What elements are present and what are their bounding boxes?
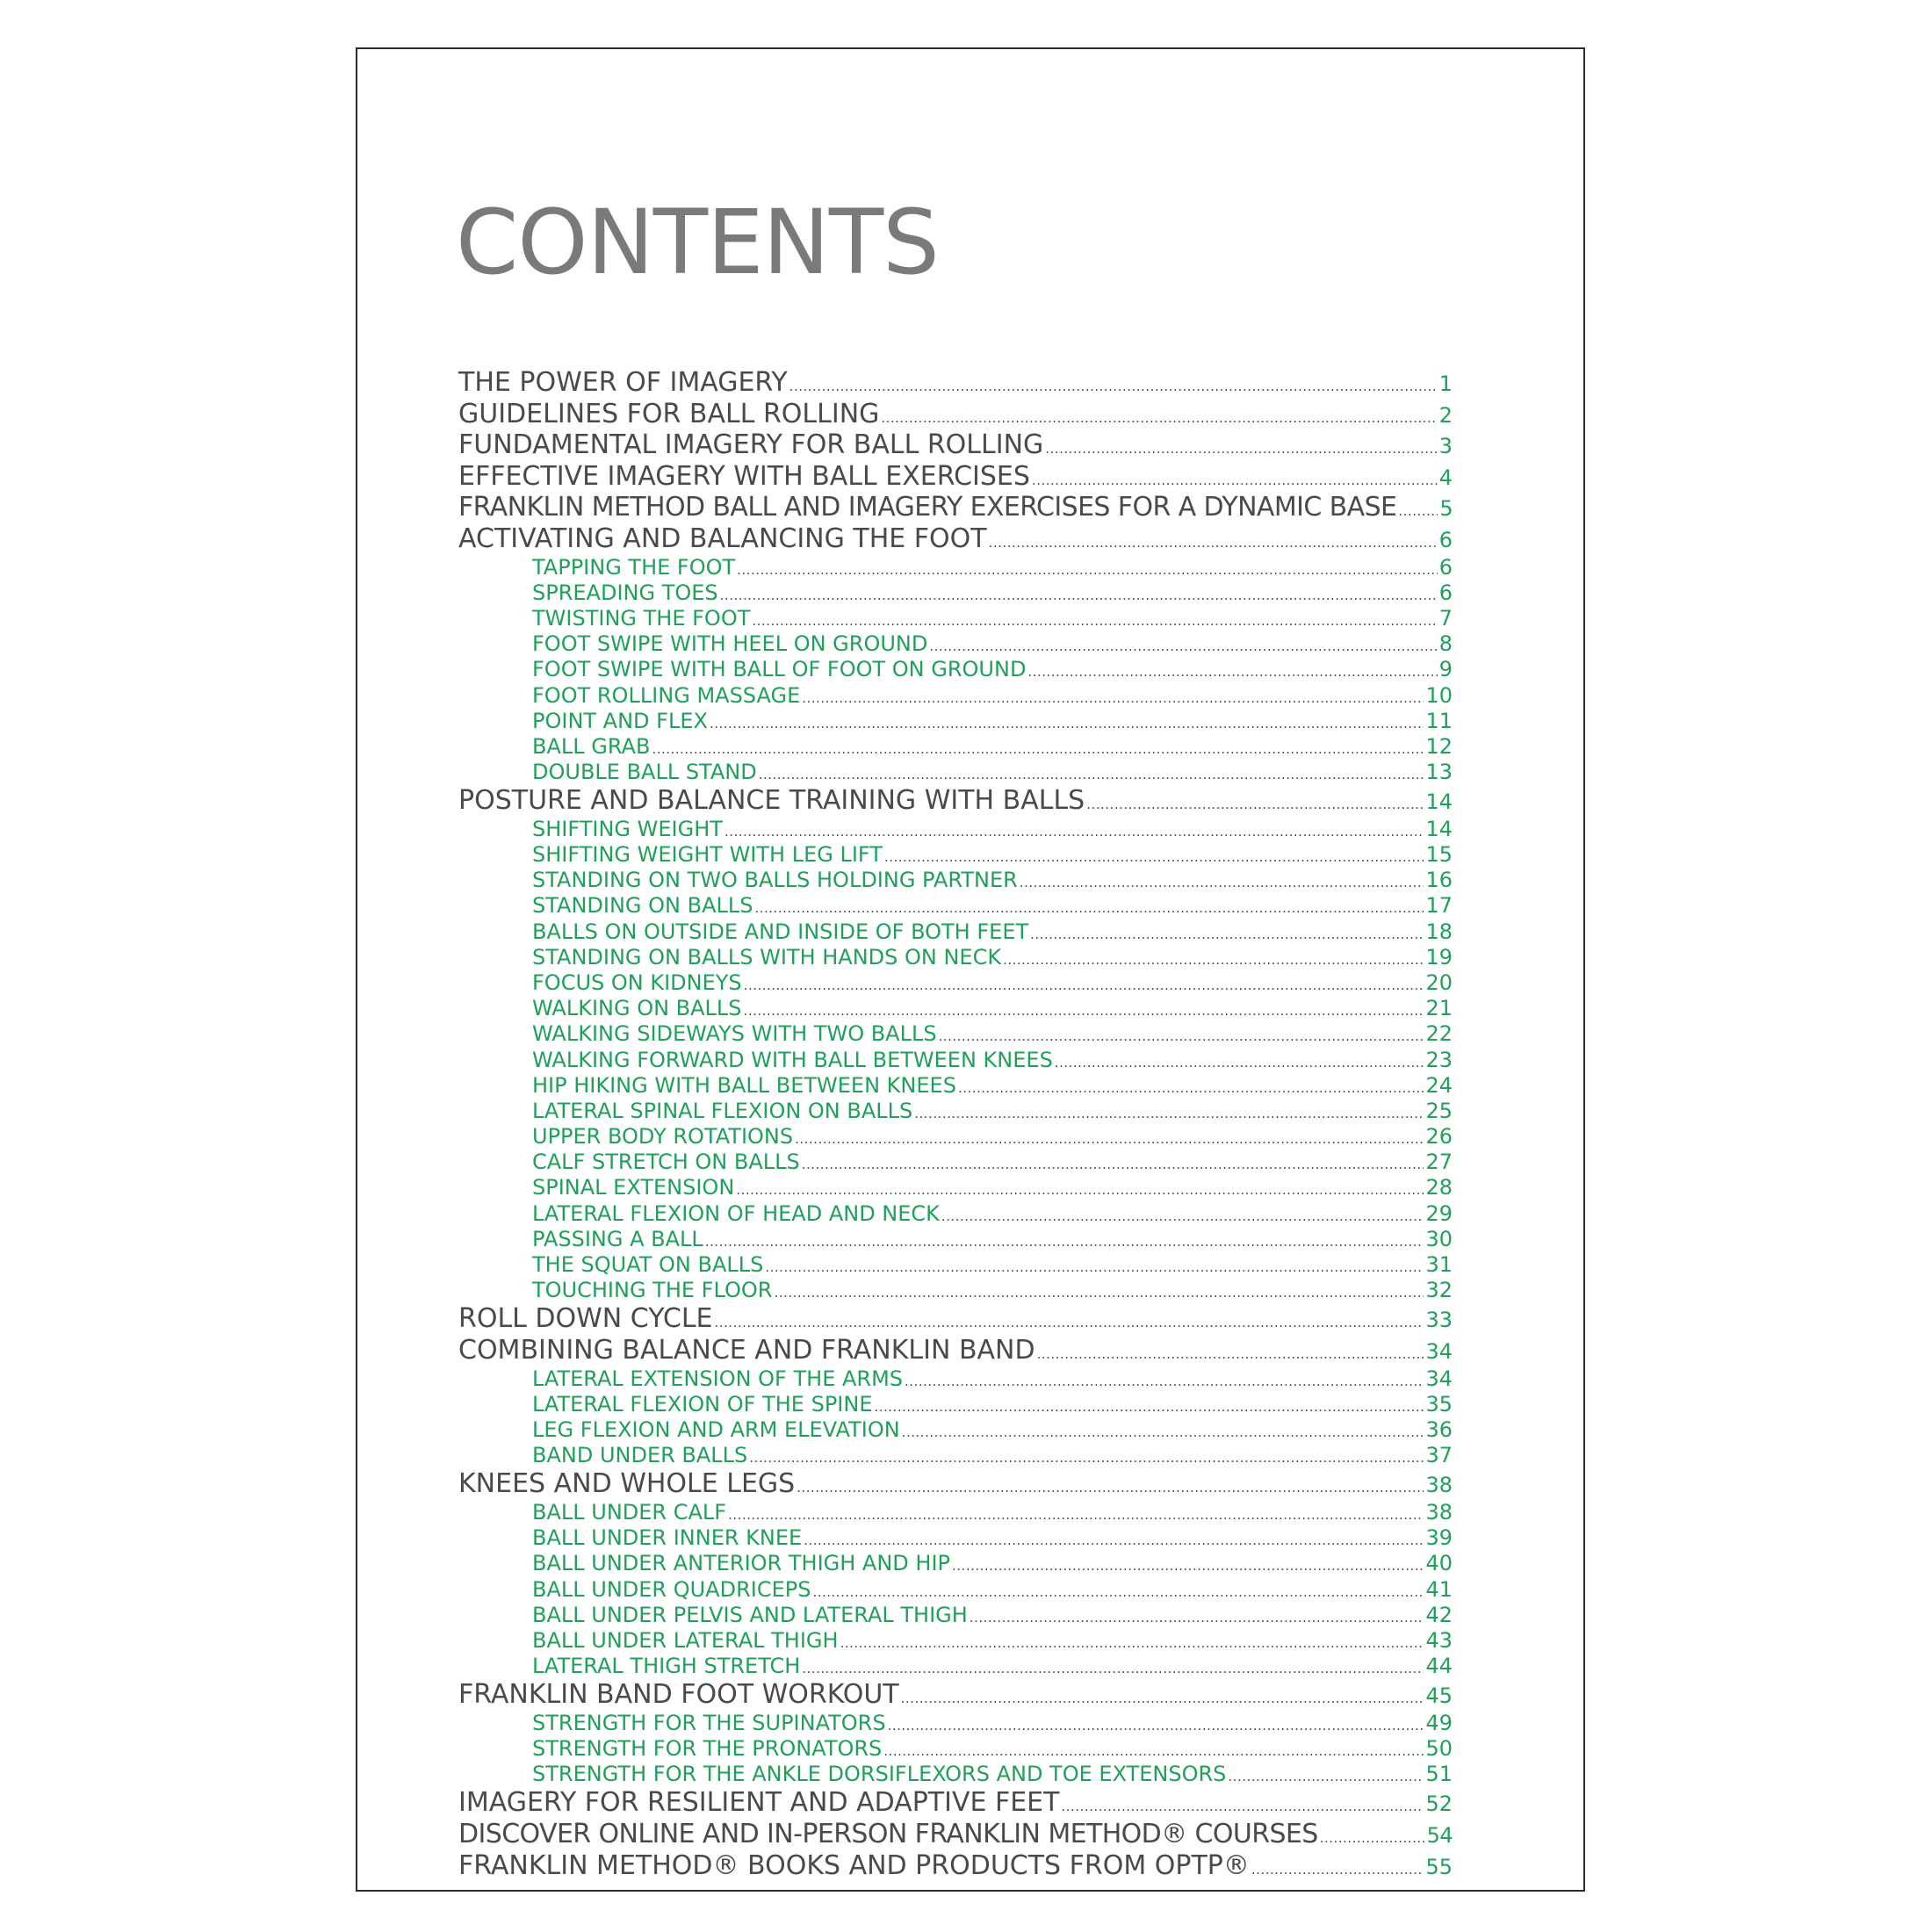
toc-entry-label: SHIFTING WEIGHT WITH LEG LIFT (532, 842, 883, 868)
dot-leader (800, 690, 1424, 706)
toc-entry-label: FRANKLIN BAND FOOT WORKOUT (458, 1679, 899, 1711)
toc-section-entry (458, 523, 1453, 555)
toc-section-entry (458, 367, 1453, 399)
toc-subsection-entry (458, 1443, 1453, 1468)
toc-entry-label: ROLL DOWN CYCLE (458, 1303, 713, 1335)
toc-entry-label: FRANKLIN METHOD BALL AND IMAGERY EXERCISES FOR A DYNAMIC BASE (458, 492, 1397, 523)
toc-subsection-entry (458, 1227, 1453, 1252)
toc-entry-label: FOOT ROLLING MASSAGE (532, 682, 801, 708)
dot-leader (937, 1028, 1424, 1044)
toc-page-number: 11 (1425, 708, 1453, 733)
toc-entry-label: SPINAL EXTENSION (532, 1175, 735, 1200)
dot-leader (900, 1424, 1424, 1440)
toc-entry-label: BALL UNDER ANTERIOR THIGH AND HIP (532, 1551, 951, 1576)
toc-page-number: 54 (1426, 1823, 1453, 1848)
toc-subsection-entry (458, 842, 1453, 868)
dot-leader (753, 900, 1424, 916)
toc-page-number: 3 (1438, 434, 1453, 459)
toc-entry-label: BALL UNDER INNER KNEE (532, 1525, 803, 1551)
dot-leader (968, 1610, 1424, 1626)
dot-leader (757, 767, 1424, 782)
toc-subsection-entry (458, 868, 1453, 893)
toc-section-entry (458, 1335, 1453, 1366)
toc-subsection-entry (458, 555, 1453, 580)
dot-leader (903, 1373, 1424, 1389)
toc-section-entry (458, 1303, 1453, 1335)
toc-subsection-entry (458, 657, 1453, 682)
dot-leader (1250, 1862, 1424, 1878)
dot-leader (802, 1532, 1424, 1548)
dot-leader (1043, 441, 1437, 457)
toc-page-number: 30 (1425, 1226, 1453, 1251)
toc-page-number: 27 (1425, 1150, 1453, 1175)
toc-entry-label: WALKING SIDEWAYS WITH TWO BALLS (532, 1021, 937, 1047)
toc-subsection-entry (458, 1736, 1453, 1762)
toc-section-entry (458, 1468, 1453, 1500)
toc-subsection-entry (458, 1021, 1453, 1047)
dot-leader (1028, 926, 1424, 942)
toc-subsection-entry (458, 709, 1453, 734)
toc-entry-label: BALL UNDER QUADRICEPS (532, 1576, 811, 1602)
toc-entry-label: BALLS ON OUTSIDE AND INSIDE OF BOTH FEET (532, 919, 1029, 944)
toc-page-number: 25 (1425, 1098, 1453, 1123)
toc-entry-label: LEG FLEXION AND ARM ELEVATION (532, 1417, 900, 1442)
toc-page-number: 35 (1425, 1391, 1453, 1417)
dot-leader (772, 1285, 1424, 1301)
toc-subsection-entry (458, 1048, 1453, 1073)
toc-subsection-entry (458, 945, 1453, 970)
toc-entry-label: STANDING ON TWO BALLS HOLDING PARTNER (532, 868, 1018, 893)
toc-subsection-entry (458, 1392, 1453, 1417)
toc-entry-label: WALKING FORWARD WITH BALL BETWEEN KNEES (532, 1047, 1053, 1072)
dot-leader (788, 378, 1438, 394)
dot-leader (742, 1003, 1424, 1019)
dot-leader (800, 1661, 1424, 1676)
toc-page-number: 13 (1425, 760, 1453, 785)
toc-page-number: 14 (1425, 816, 1453, 841)
toc-section-entry (458, 461, 1453, 493)
toc-entry-label: ACTIVATING AND BALANCING THE FOOT (458, 523, 987, 554)
dot-leader (742, 977, 1424, 993)
toc-entry-label: UPPER BODY ROTATIONS (532, 1124, 794, 1150)
dot-leader (1226, 1769, 1424, 1784)
toc-page-number: 23 (1425, 1047, 1453, 1072)
toc-section-entry (458, 1850, 1453, 1882)
toc-entry-label: POINT AND FLEX (532, 708, 708, 733)
toc-subsection-entry (458, 734, 1453, 760)
toc-entry-label: EFFECTIVE IMAGERY WITH BALL EXERCISES (458, 460, 1030, 492)
toc-page-number: 50 (1425, 1736, 1453, 1762)
toc-entry-label: FOOT SWIPE WITH HEEL ON GROUND (532, 631, 928, 657)
dot-leader (703, 1234, 1424, 1250)
dot-leader (718, 588, 1438, 603)
dot-leader (800, 1157, 1424, 1172)
toc-entry-label: LATERAL SPINAL FLEXION ON BALLS (532, 1098, 913, 1123)
table-of-contents (458, 367, 1453, 1881)
toc-entry-label: IMAGERY FOR RESILIENT AND ADAPTIVE FEET (458, 1787, 1060, 1819)
toc-subsection-entry (458, 1654, 1453, 1679)
toc-subsection-entry (458, 1099, 1453, 1124)
toc-subsection-entry (458, 580, 1453, 606)
toc-entry-label: SPREADING TOES (532, 580, 718, 605)
toc-entry-label: LATERAL FLEXION OF THE SPINE (532, 1391, 873, 1417)
toc-page-number: 37 (1425, 1443, 1453, 1468)
dot-leader (1059, 1799, 1424, 1814)
toc-entry-label: STRENGTH FOR THE ANKLE DORSIFLEXORS AND TOE EXTENSORS (532, 1762, 1227, 1787)
toc-page-number: 15 (1425, 842, 1453, 868)
toc-entry-label: HIP HIKING WITH BALL BETWEEN KNEES (532, 1072, 956, 1098)
toc-page-number: 32 (1425, 1278, 1453, 1303)
toc-entry-label: THE POWER OF IMAGERY (458, 367, 788, 398)
toc-page-number: 45 (1425, 1683, 1453, 1709)
toc-subsection-entry (458, 919, 1453, 945)
toc-subsection-entry (458, 1762, 1453, 1787)
toc-entry-label: FOOT SWIPE WITH BALL OF FOOT ON GROUND (532, 657, 1027, 682)
dot-leader (883, 849, 1424, 865)
toc-page-number: 5 (1439, 496, 1453, 522)
dot-leader (872, 1399, 1424, 1415)
toc-page-number: 20 (1425, 970, 1453, 995)
toc-entry-label: STANDING ON BALLS WITH HANDS ON NECK (532, 944, 1002, 970)
toc-page-number: 1 (1438, 371, 1453, 396)
toc-subsection-entry (458, 1551, 1453, 1576)
toc-entry-label: LATERAL FLEXION OF HEAD AND NECK (532, 1200, 940, 1226)
toc-entry-label: FRANKLIN METHOD® BOOKS AND PRODUCTS FROM OPTP® (458, 1849, 1250, 1881)
toc-entry-label: POSTURE AND BALANCE TRAINING WITH BALLS (458, 785, 1085, 817)
dot-leader (1030, 472, 1438, 488)
toc-subsection-entry (458, 1711, 1453, 1736)
toc-page-number: 19 (1425, 944, 1453, 970)
dot-leader (950, 1558, 1424, 1574)
toc-subsection-entry (458, 1201, 1453, 1227)
toc-page-number: 55 (1425, 1854, 1453, 1879)
dot-leader (726, 1507, 1424, 1523)
toc-entry-label: TAPPING THE FOOT (532, 554, 736, 580)
toc-section-entry (458, 1679, 1453, 1711)
dot-leader (1396, 503, 1438, 519)
dot-leader (1001, 952, 1424, 968)
toc-page-number: 34 (1425, 1339, 1453, 1364)
toc-entry-label: LATERAL THIGH STRETCH (532, 1654, 801, 1679)
dot-leader (912, 1106, 1424, 1121)
toc-page-number: 36 (1425, 1417, 1453, 1442)
dot-leader (879, 410, 1437, 426)
toc-subsection-entry (458, 970, 1453, 996)
toc-page-number: 31 (1425, 1252, 1453, 1278)
toc-page-number: 2 (1438, 402, 1453, 428)
toc-page-number: 51 (1425, 1762, 1453, 1787)
toc-entry-label: BALL UNDER CALF (532, 1499, 727, 1525)
toc-page-number: 22 (1425, 1021, 1453, 1047)
toc-subsection-entry (458, 1073, 1453, 1099)
toc-entry-label: WALKING ON BALLS (532, 996, 742, 1021)
dot-leader (793, 1131, 1424, 1147)
dot-leader (1318, 1830, 1425, 1846)
toc-subsection-entry (458, 1175, 1453, 1200)
toc-section-entry (458, 785, 1453, 817)
dot-leader (734, 1182, 1424, 1198)
toc-page-number: 43 (1425, 1627, 1453, 1653)
toc-subsection-entry (458, 1366, 1453, 1392)
toc-entry-label: STANDING ON BALLS (532, 893, 753, 919)
toc-subsection-entry (458, 996, 1453, 1021)
toc-section-entry (458, 399, 1453, 430)
toc-page-number: 26 (1425, 1124, 1453, 1150)
toc-entry-label: SHIFTING WEIGHT (532, 816, 723, 841)
toc-subsection-entry (458, 606, 1453, 631)
toc-page-number: 9 (1438, 657, 1453, 682)
toc-page-number: 7 (1438, 605, 1453, 631)
toc-entry-label: PASSING A BALL (532, 1226, 703, 1251)
toc-subsection-entry (458, 1525, 1453, 1551)
dot-leader (750, 613, 1437, 629)
toc-subsection-entry (458, 1124, 1453, 1150)
dot-leader (1053, 1055, 1424, 1071)
toc-subsection-entry (458, 1278, 1453, 1303)
toc-subsection-entry (458, 893, 1453, 919)
dot-leader (811, 1584, 1424, 1600)
toc-subsection-entry (458, 1150, 1453, 1175)
toc-page-number: 6 (1438, 580, 1453, 605)
page-title: CONTENTS (456, 191, 939, 295)
toc-subsection-entry (458, 1417, 1453, 1443)
toc-page-number: 12 (1425, 733, 1453, 759)
toc-page-number: 18 (1425, 919, 1453, 944)
dot-leader (723, 824, 1424, 840)
toc-subsection-entry (458, 1603, 1453, 1628)
toc-section-entry (458, 1787, 1453, 1819)
toc-subsection-entry (458, 683, 1453, 709)
toc-section-entry (458, 492, 1453, 523)
toc-entry-label: LATERAL EXTENSION OF THE ARMS (532, 1366, 904, 1391)
toc-entry-label: TWISTING THE FOOT (532, 605, 751, 631)
document-page (356, 47, 1585, 1892)
toc-entry-label: BALL GRAB (532, 733, 651, 759)
dot-leader (987, 535, 1438, 551)
toc-entry-label: BALL UNDER PELVIS AND LATERAL THIGH (532, 1602, 968, 1627)
dot-leader (1085, 797, 1424, 812)
toc-subsection-entry (458, 760, 1453, 785)
toc-section-entry (458, 1819, 1453, 1850)
toc-page-number: 6 (1438, 527, 1453, 552)
toc-subsection-entry (458, 631, 1453, 657)
toc-page-number: 6 (1438, 554, 1453, 580)
dot-leader (899, 1690, 1424, 1706)
toc-entry-label: COMBINING BALANCE AND FRANKLIN BAND (458, 1335, 1035, 1366)
toc-page-number: 8 (1438, 631, 1453, 657)
dot-leader (1018, 875, 1424, 890)
dot-leader (1026, 664, 1437, 680)
toc-page-number: 40 (1425, 1551, 1453, 1576)
dot-leader (708, 716, 1424, 732)
toc-page-number: 24 (1425, 1072, 1453, 1098)
toc-page-number: 28 (1425, 1175, 1453, 1200)
toc-page-number: 17 (1425, 893, 1453, 919)
dot-leader (763, 1259, 1424, 1275)
toc-entry-label: STRENGTH FOR THE PRONATORS (532, 1736, 883, 1762)
toc-page-number: 10 (1425, 682, 1453, 708)
toc-entry-label: BALL UNDER LATERAL THIGH (532, 1627, 839, 1653)
toc-subsection-entry (458, 1252, 1453, 1278)
dot-leader (735, 562, 1438, 578)
toc-page-number: 38 (1425, 1473, 1453, 1498)
toc-page-number: 21 (1425, 996, 1453, 1021)
toc-subsection-entry (458, 1500, 1453, 1525)
toc-page-number: 41 (1425, 1576, 1453, 1602)
dot-leader (956, 1080, 1424, 1096)
toc-entry-label: CALF STRETCH ON BALLS (532, 1150, 800, 1175)
toc-subsection-entry (458, 1577, 1453, 1603)
toc-entry-label: DISCOVER ONLINE AND IN-PERSON FRANKLIN METHOD® COURSES (458, 1819, 1318, 1849)
toc-page-number: 52 (1425, 1791, 1453, 1817)
toc-page-number: 29 (1425, 1200, 1453, 1226)
toc-entry-label: FUNDAMENTAL IMAGERY FOR BALL ROLLING (458, 429, 1044, 461)
toc-page-number: 38 (1425, 1499, 1453, 1525)
dot-leader (886, 1718, 1424, 1734)
toc-subsection-entry (458, 817, 1453, 842)
toc-page-number: 39 (1425, 1525, 1453, 1551)
dot-leader (882, 1743, 1424, 1759)
toc-entry-label: GUIDELINES FOR BALL ROLLING (458, 398, 880, 429)
toc-subsection-entry (458, 1628, 1453, 1654)
toc-page-number: 4 (1438, 465, 1453, 490)
dot-leader (839, 1635, 1424, 1651)
dot-leader (713, 1315, 1424, 1330)
toc-page-number: 14 (1425, 789, 1453, 815)
toc-entry-label: TOUCHING THE FLOOR (532, 1278, 773, 1303)
dot-leader (940, 1208, 1424, 1224)
toc-page-number: 49 (1425, 1710, 1453, 1735)
toc-page-number: 42 (1425, 1602, 1453, 1627)
dot-leader (1035, 1346, 1424, 1362)
dot-leader (747, 1450, 1424, 1466)
toc-page-number: 33 (1425, 1308, 1453, 1333)
dot-leader (650, 741, 1424, 757)
toc-entry-label: FOCUS ON KIDNEYS (532, 970, 742, 995)
dot-leader (795, 1480, 1424, 1496)
dot-leader (927, 638, 1437, 654)
toc-section-entry (458, 429, 1453, 461)
toc-entry-label: STRENGTH FOR THE SUPINATORS (532, 1710, 886, 1735)
toc-page-number: 16 (1425, 868, 1453, 893)
toc-entry-label: THE SQUAT ON BALLS (532, 1252, 764, 1278)
toc-page-number: 44 (1425, 1654, 1453, 1679)
toc-entry-label: DOUBLE BALL STAND (532, 760, 757, 785)
toc-entry-label: BAND UNDER BALLS (532, 1443, 748, 1468)
toc-entry-label: KNEES AND WHOLE LEGS (458, 1468, 796, 1500)
toc-page-number: 34 (1425, 1366, 1453, 1391)
